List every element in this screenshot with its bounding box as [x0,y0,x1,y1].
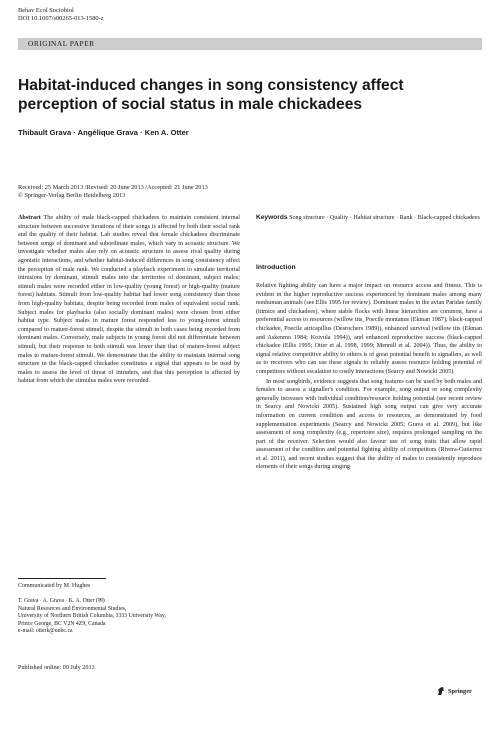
dates-block [18,184,208,201]
keywords-text: Song structure · Quality · Habitat structure · Rank · Black-capped chickadees [289,215,480,221]
authors: Thibault Grava · Angélique Grava · Ken A. Otter [18,128,189,137]
journal-header [18,7,104,24]
paper-type: ORIGINAL PAPER [28,39,95,48]
published-online: Published online: 09 July 2013 [18,664,95,671]
affiliation-city: Prince George, BC V2N 4Z9, Canada [18,620,106,627]
copyright: © Springer-Verlag Berlin Heidelberg 2013 [18,192,126,200]
intro-paragraph-1: Relative fighting ability can have a major impact on resource access and fitness. This is evident in the higher reproductive success experienced by dominant males among many nonhuman animals (see Ellis 1995 for review). Dominant males in the avian Paridae family (titmice and chickadees), where stable flocks with linear hierarchies are common, have a preferential access to resources (willow tits, Poecile montanus (Ekman 1987); black-capped chickadee, Poecile atricapillus (Desrochers 1989)), enhanced survival (willow tits (Ekman and Askenmo 1984; Koivula 1994)), and enhanced reproductive success (black-capped chickadee (Ellis 1995; Otter et al. 1998, 1999; Mennill et al. 2004)). Thus, the ability to signal relative competitive ability to others is of great potential benefit to signallers, as well as to receivers who can use these signals to reliably assess resource holding potential of competitors without escalation to costly interactions (Searcy and Nowicki 2005). [256,283,482,375]
doi: DOI 10.1007/s00265-013-1580-z [18,15,104,23]
communicated-by: Communicated by M. Hughes [18,583,91,589]
springer-horse-icon [436,686,446,696]
footnote-rule [18,578,106,579]
affiliation-block [18,598,238,636]
intro-paragraph-2: In most songbirds, evidence suggests that song features can be used by both males and females to assess a signaller's condition. For example, song output or song complexity generally increases with individual condition/resource holding potential (see recent review in Searcy and Nowicki 2005). Sustained high song output can give very accurate information on current condition and access to resources, as demonstrated by food supplementation experiments (Searcy and Nowicki 2005; Grava et al. 2009), but like assessment of song complexity (e.g., repertoire size), requires prolonged sampling on the part of the receiver. Selection would also favour use of song traits that allow rapid assessment of the condition and potential fighting ability of competitors (Rivera-Gutierrez et al. 2011), and recent studies suggest that the ability of males to consistently reproduce elements of their songs during singing [256,378,482,471]
abstract-label: Abstract [18,215,41,221]
springer-logo [436,686,472,696]
springer-name: Springer [448,687,472,695]
received-dates: Received: 25 March 2013 /Revised: 20 June 2013 /Accepted: 21 June 2013 [18,184,208,191]
affiliation-authors: T. Grava · A. Grava · K. A. Otter (✉) [18,598,105,604]
introduction-heading: Introduction [256,264,296,271]
affiliation-email[interactable]: e-mail: otterk@unbc.ca [18,628,73,635]
abstract-text: The ability of male black-capped chickadees to maintain consistent internal structure between successive iterations of their songs is affected by both their social rank and the quality of their habitat. Lab studies reveal that female chickadees discriminate between songs of dominant and subordinate males, which vary in acoustic structure. We investigate whether males also rely on acoustic structure to assess rival quality during agonistic interactions, and whether habitat-induced differences in song consistency affect the perception of male rank. We conducted a playback experiment to simulate territorial intrusions by dominant, stimuli males into the territories of dominant, subject males; stimuli males were recorded either in low-quality (young forest) or high-quality (mature forest) habitats. Stimuli from low-quality habitat had lower song consistency than those from high-quality habitats, despite being recorded from males of equivalent social rank. Subject males for playbacks (also socially dominant males) were chosen from either habitat type. Subject males in mature forest responded less to young-forest stimuli compared to mature-forest stimuli, despite the stimuli in both cases being recorded from dominant males. Conversely, male subjects in young forest did not differentiate between stimuli, but their response to both stimuli was lower than that of mature-forest subject males to mature-forest stimuli. We demonstrate that the ability to maintain internal song structure in the black-capped chickadee constitutes a signal that appears to be used by males to assess the level of threat of intruders, and that this perception is affected by habitat from which the stimulus males were recorded. [18,215,240,385]
paper-type-bar [18,38,482,50]
affiliation-dept: Natural Resources and Environmental Studies, [18,605,127,612]
keywords-label: Keywords [256,214,288,221]
paper-title: Habitat-induced changes in song consistency affect perception of social status in male chickadees [18,77,404,113]
keywords [256,214,482,223]
abstract [18,214,240,386]
introduction-body [256,282,482,472]
journal-name: Behav Ecol Sociobiol [18,7,74,14]
affiliation-university: University of Northern British Columbia, 3333 University Way, [18,613,166,620]
